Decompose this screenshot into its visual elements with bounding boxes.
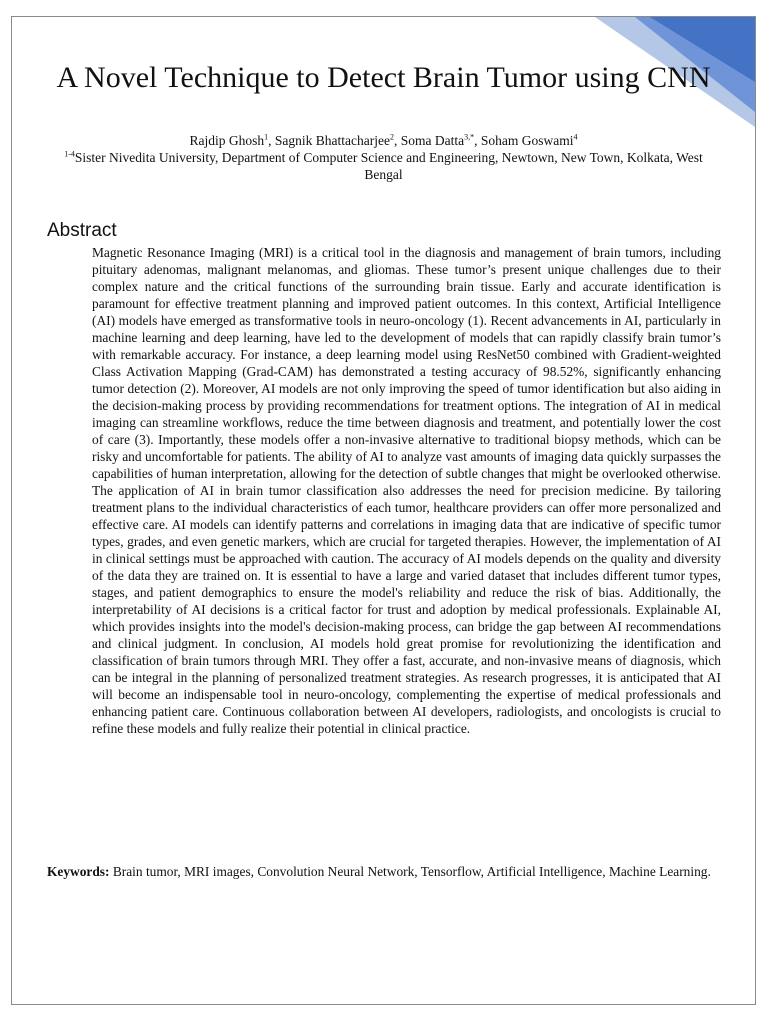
author-superscript: 1	[264, 132, 269, 142]
abstract-heading: Abstract	[47, 220, 117, 241]
keywords-label: Keywords:	[47, 864, 110, 879]
keywords-text: Brain tumor, MRI images, Convolution Neural Network, Tensorflow, Artificial Intelligence, Machine Learning.	[112, 864, 711, 879]
keywords	[47, 862, 712, 881]
affiliation-superscript: 1-4	[64, 149, 75, 159]
paper-title: A Novel Technique to Detect Brain Tumor using CNN	[56, 61, 711, 94]
affiliation-text: Sister Nivedita University, Department of Computer Science and Engineering, Newtown, New Town, Kolkata, West Bengal	[74, 150, 703, 182]
author-superscript: 3,*	[464, 132, 475, 142]
paper-page	[11, 16, 756, 1005]
author-name: Sagnik Bhattacharjee	[274, 133, 390, 148]
author-superscript: 4	[573, 132, 578, 142]
author-name: Soham Goswami	[480, 133, 574, 148]
abstract-body: Magnetic Resonance Imaging (MRI) is a critical tool in the diagnosis and management of brain tumors, including pituitary adenomas, malignant melanomas, and gliomas. These tumor’s present unique challenges due to their complex nature and the critical functions of the surrounding brain tissue. Early and accurate identification is paramount for effective treatment planning and improved patient outcomes. In this context, Artificial Intelligence (AI) models have emerged as transformative tools in neuro-oncology (1). Recent advancements in AI, particularly in machine learning and deep learning, have led to the development of models that can rapidly classify brain tumor’s with remarkable accuracy. For instance, a deep learning model using ResNet50 combined with Gradient-weighted Class Activation Mapping (Grad-CAM) has demonstrated a testing accuracy of 98.52%, significantly enhancing tumor detection (2). Moreover, AI models are not only improving the speed of tumor identification but also aiding in the decision-making process by providing recommendations for treatment options. The integration of AI in medical imaging can streamline workflows, reduce the time between diagnosis and treatment, and potentially lower the cost of care (3). Importantly, these models offer a non-invasive alternative to traditional biopsy methods, which can be risky and uncomfortable for patients. The ability of AI to analyze vast amounts of imaging data quickly surpasses the capabilities of human interpretation, allowing for the detection of subtle changes that might be overlooked otherwise. The application of AI in brain tumor classification also addresses the need for precision medicine. By tailoring treatment plans to the individual characteristics of each tumor, healthcare providers can offer more personalized and effective care. AI models can identify patterns and correlations in imaging data that are indicative of specific tumor types, grades, and even genetic markers, which are crucial for targeted therapies. However, the implementation of AI in clinical settings must be approached with caution. The accuracy of AI models depends on the quality and diversity of the data they are trained on. It is essential to have a large and varied dataset that includes different tumor types, stages, and patient demographics to ensure the model's reliability and reduce the risk of bias. Additionally, the interpretability of AI decisions is a critical factor for trust and adoption by medical professionals. Explainable AI, which provides insights into the model's decision-making process, can bridge the gap between AI recommendations and clinical judgment. In conclusion, AI models hold great promise for revolutionizing the identification and classification of brain tumors through MRI. They offer a fast, accurate, and non-invasive means of diagnosis, which can be integral in the planning of personalized treatment strategies. As research progresses, it is anticipated that AI will become an indispensable tool in neuro-oncology, complementing the expertise of medical professionals and enhancing patient care. Continuous collaboration between AI developers, radiologists, and oncologists is crucial to refine these models and fully realize their potential in clinical practice.	[92, 245, 721, 736]
affiliation	[52, 149, 715, 183]
author-superscript: 2	[389, 132, 394, 142]
author-list: Rajdip Ghosh$^1$, Sagnik Bhattacharjee$^2$, Soma Datta$^{3,*}$, Soham Goswami$^4$	[189, 132, 578, 148]
author-name: Soma Datta	[400, 133, 465, 148]
author-name: Rajdip Ghosh	[189, 133, 265, 148]
